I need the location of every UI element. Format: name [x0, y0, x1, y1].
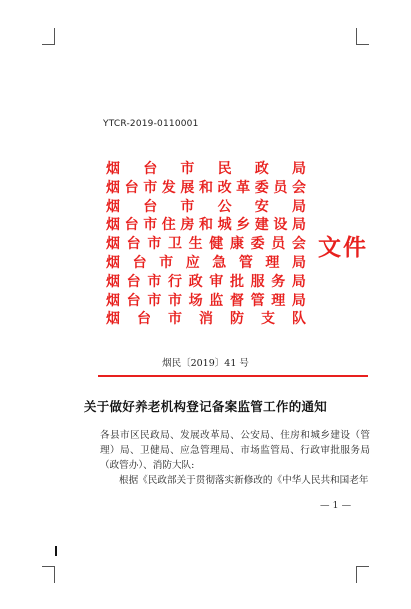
issuer-char: 卫: [167, 236, 182, 253]
issuer-char: 烟: [106, 254, 120, 271]
document-body: [100, 428, 370, 488]
issuer-list: [106, 160, 306, 329]
issuer-char: 烟: [106, 292, 120, 309]
issuer-char: 会: [291, 236, 306, 253]
red-divider-line: [98, 375, 368, 377]
issuer-char: 烟: [106, 217, 120, 234]
issuer-char: 和: [198, 217, 213, 234]
issuer-char: 房: [180, 217, 195, 234]
issuer-char: 台: [143, 161, 158, 177]
issuer-char: 台: [124, 179, 139, 196]
issuer-char: 乡: [236, 217, 251, 234]
issuer-char: 台: [126, 273, 141, 290]
issuer-char: 台: [143, 198, 158, 215]
issuer-line: [106, 179, 306, 198]
issuer-char: 烟: [106, 161, 120, 177]
issuer-char: 管: [238, 254, 253, 271]
issuer-char: 局: [291, 273, 306, 290]
issuer-char: 台: [126, 292, 141, 309]
issuer-char: 和: [198, 179, 213, 196]
issuer-char: 住: [161, 217, 176, 234]
issuer-char: 革: [236, 179, 251, 196]
recipients-paragraph: 各县市区民政局、发展改革局、公安局、住房和城乡建设（管理）局、卫健局、应急管理局、市场监管局、行政审批服务局（政管办）、消防大队:: [100, 430, 370, 471]
issuer-char: 局: [291, 292, 306, 309]
document-number: 烟民〔2019〕41 号: [162, 358, 249, 369]
issuer-char: 消: [199, 311, 213, 328]
document-code: YTCR-2019-0110001: [103, 119, 199, 129]
crop-mark-bottom-right: [356, 566, 369, 583]
issuer-char: 市: [168, 311, 182, 328]
document-title: 关于做好养老机构登记备案监管工作的通知: [83, 399, 328, 414]
issuer-char: 生: [188, 236, 203, 253]
issuer-char: 务: [271, 273, 286, 290]
issuer-char: 委: [250, 236, 265, 253]
issuer-char: 督: [229, 292, 244, 309]
issuer-char: 民: [217, 161, 232, 177]
issuer-char: 改: [217, 179, 232, 196]
issuer-char: 展: [180, 179, 195, 196]
issuer-char: 服: [250, 273, 265, 290]
issuer-char: 委: [254, 179, 269, 196]
issuer-char: 管: [250, 292, 265, 309]
issuer-char: 队: [292, 311, 306, 328]
issuer-char: 批: [229, 273, 244, 290]
issuer-line: [106, 310, 306, 329]
issuer-char: 局: [291, 161, 306, 177]
issuer-char: 市: [143, 179, 158, 196]
issuer-char: 支: [261, 311, 275, 328]
issuer-char: 员: [271, 236, 286, 253]
issuer-char: 员: [273, 179, 288, 196]
issuer-char: 健: [209, 236, 224, 253]
issuer-char: 市: [180, 161, 195, 177]
issuer-char: 烟: [106, 198, 120, 215]
issuer-char: 烟: [106, 311, 120, 328]
issuer-char: 城: [217, 217, 232, 234]
issuer-char: 康: [229, 236, 244, 253]
issuer-line: [106, 273, 306, 292]
issuer-char: 理: [271, 292, 286, 309]
page-number: — 1 —: [320, 500, 352, 511]
issuer-char: 台: [124, 217, 139, 234]
issuer-line: [106, 292, 306, 311]
issuer-line: [106, 198, 306, 217]
issuer-char: 建: [254, 217, 269, 234]
issuer-line: [106, 235, 306, 254]
issuer-char: 台: [137, 311, 151, 328]
issuer-char: 会: [291, 179, 306, 196]
issuer-char: 政: [188, 273, 203, 290]
issuer-char: 台: [126, 236, 141, 253]
issuer-char: 局: [291, 254, 306, 271]
issuer-char: 急: [212, 254, 227, 271]
issuer-char: 监: [209, 292, 224, 309]
issuer-line: [106, 216, 306, 235]
issuer-char: 台: [132, 254, 147, 271]
margin-mark: [55, 546, 57, 556]
crop-mark-top-right: [356, 28, 369, 45]
issuer-char: 烟: [106, 236, 120, 253]
issuer-char: 市: [159, 254, 174, 271]
issuer-char: 烟: [106, 273, 120, 290]
issuer-char: 市: [147, 292, 162, 309]
issuer-char: 理: [265, 254, 280, 271]
issuer-char: 市: [167, 292, 182, 309]
issuer-char: 审: [209, 273, 224, 290]
issuer-char: 烟: [106, 179, 120, 196]
crop-mark-top-left: [42, 28, 55, 45]
issuer-char: 防: [230, 311, 244, 328]
issuer-char: 发: [161, 179, 176, 196]
issuer-char: 局: [291, 198, 306, 215]
crop-mark-bottom-left: [42, 566, 55, 583]
issuer-line: [106, 254, 306, 273]
issuer-char: 应: [185, 254, 200, 271]
issuer-char: 行: [167, 273, 182, 290]
issuer-char: 安: [254, 198, 269, 215]
issuer-char: 设: [273, 217, 288, 234]
issuer-char: 场: [188, 292, 203, 309]
issuer-char: 市: [147, 236, 162, 253]
body-first-line: 根据《民政部关于贯彻落实新修改的《中华人民共和国老年: [119, 475, 369, 486]
issuer-line: [106, 160, 306, 179]
document-header-wenjian: 文件: [318, 234, 368, 261]
issuer-char: 政: [254, 161, 269, 177]
issuer-char: 市: [147, 273, 162, 290]
issuer-char: 局: [291, 217, 306, 234]
issuer-char: 公: [217, 198, 232, 215]
issuer-char: 市: [180, 198, 195, 215]
issuer-char: 市: [143, 217, 158, 234]
